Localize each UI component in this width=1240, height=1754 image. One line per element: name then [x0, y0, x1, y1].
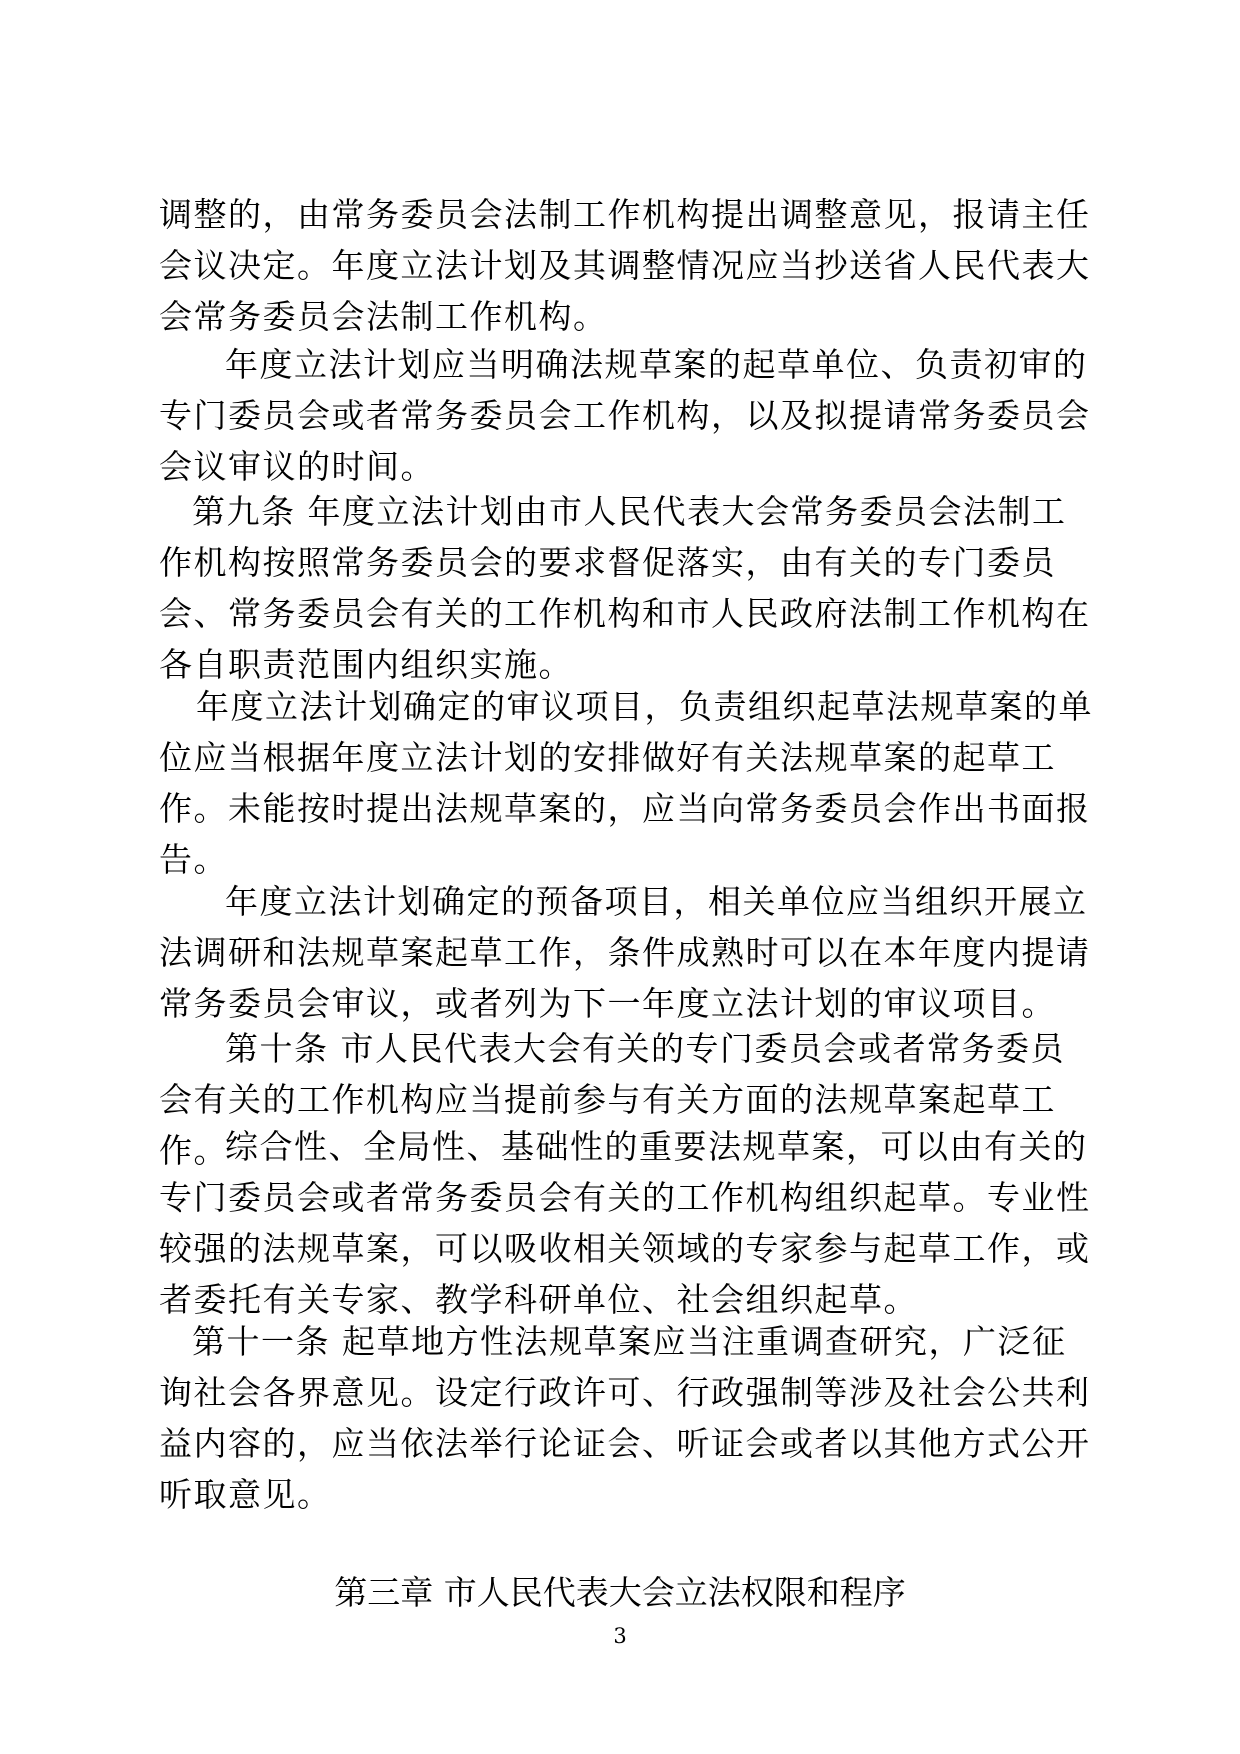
paragraph-drafting: 综合性、全局性、基础性的重要法规草案，可以由有关的专门委员会或者常务委员会有关的工作机构组织起草。专业性较强的法规草案，可以吸收相关领域的专家参与起草工作，或者委托有关专家、教学科研单位、社会组织起草。	[159, 1127, 1091, 1319]
article-11: 第十一条 起草地方性法规草案应当注重调查研究，广泛征询社会各界意见。设定行政许可、行政强制等涉及社会公共利益内容的，应当依法举行论证会、听证会或者以其他方式公开听取意见。	[159, 1322, 1091, 1514]
article-9: 第九条 年度立法计划由市人民代表大会常务委员会法制工作机构按照常务委员会的要求督促落实，由有关的专门委员会、常务委员会有关的工作机构和市人民政府法制工作机构在各自职责范围内组织实施。	[159, 492, 1091, 684]
paragraph-continued: 调整的，由常务委员会法制工作机构提出调整意见，报请主任会议决定。年度立法计划及其调整情况应当抄送省人民代表大会常务委员会法制工作机构。	[159, 195, 1091, 336]
paragraph-reserve-items: 年度立法计划确定的预备项目，相关单位应当组织开展立法调研和法规草案起草工作，条件成熟时可以在本年度内提请常务委员会审议，或者列为下一年度立法计划的审议项目。	[159, 882, 1091, 1023]
paragraph-plan-content: 年度立法计划应当明确法规草案的起草单位、负责初审的专门委员会或者常务委员会工作机构，以及拟提请常务委员会会议审议的时间。	[159, 345, 1091, 486]
paragraph-review-items: 年度立法计划确定的审议项目，负责组织起草法规草案的单位应当根据年度立法计划的安排做好有关法规草案的起草工作。未能按时提出法规草案的，应当向常务委员会作出书面报告。	[159, 687, 1093, 879]
chapter-title: 第三章 市人民代表大会立法权限和程序	[334, 1573, 906, 1612]
article-10: 第十条 市人民代表大会有关的专门委员会或者常务委员会有关的工作机构应当提前参与有关方面的法规草案起草工作。	[159, 1029, 1065, 1170]
page-number: 3	[613, 1624, 627, 1648]
